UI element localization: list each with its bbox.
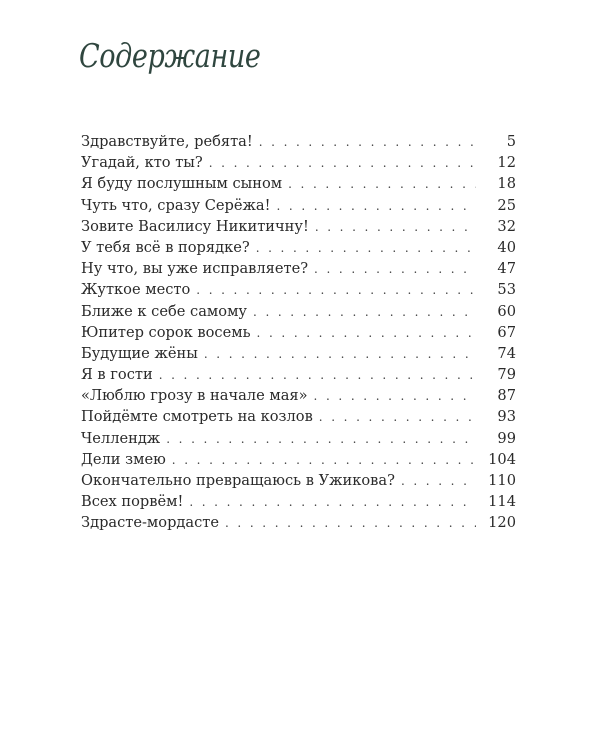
dot-leader (319, 407, 476, 428)
toc-entry[interactable] (81, 512, 516, 533)
toc-entry[interactable] (81, 173, 516, 194)
toc-entry[interactable] (81, 279, 516, 300)
dot-leader (196, 280, 476, 301)
toc-entry-title: Я в гости (81, 366, 153, 384)
toc-entry-page: 110 (488, 472, 516, 489)
toc-entry[interactable] (81, 449, 516, 470)
table-of-contents (81, 131, 516, 534)
dot-leader (288, 174, 476, 195)
dot-leader (257, 323, 476, 344)
dot-leader (189, 492, 476, 513)
toc-entry-title: Жуткое место (81, 281, 191, 299)
toc-entry-page: 53 (497, 281, 516, 299)
dot-leader (253, 302, 476, 323)
toc-entry[interactable] (81, 237, 516, 258)
dot-leader (159, 365, 476, 386)
toc-entry[interactable] (81, 195, 516, 216)
dot-leader (256, 238, 476, 259)
toc-entry-page: 47 (497, 260, 516, 278)
toc-entry[interactable] (81, 406, 516, 427)
toc-entry-title: У тебя всё в порядке? (81, 238, 250, 256)
dot-leader (225, 513, 476, 534)
toc-entry-page: 120 (488, 514, 516, 532)
toc-entry-title: Дели змею (81, 450, 166, 468)
dot-leader (166, 429, 476, 450)
toc-entry-title: Чуть что, сразу Серёжа! (81, 196, 271, 214)
dot-leader (314, 386, 476, 407)
toc-entry-title: Здрасте-мордасте (81, 514, 219, 532)
toc-entry-title: Я буду послушным сыном (81, 175, 283, 193)
toc-entry-title: Всех порвём! (81, 493, 184, 511)
toc-entry-title: Здравствуйте, ребята! (81, 133, 253, 150)
dot-leader (204, 344, 476, 365)
toc-entry-page: 25 (497, 196, 516, 214)
dot-leader (401, 471, 476, 492)
toc-entry-page: 5 (506, 133, 516, 150)
toc-entry[interactable] (81, 216, 516, 237)
dot-leader (209, 153, 476, 174)
toc-entry-title: «Люблю грозу в начале мая» (81, 387, 308, 405)
toc-entry-page: 114 (488, 493, 516, 511)
toc-entry[interactable] (81, 385, 516, 406)
toc-entry-page: 79 (497, 366, 516, 384)
dot-leader (315, 217, 476, 238)
toc-entry-title: Юпитер сорок восемь (81, 323, 251, 341)
toc-entry-title: Зовите Василису Никитичну! (81, 217, 309, 235)
toc-entry-title: Ближе к себе самому (81, 302, 248, 320)
toc-entry[interactable] (81, 152, 516, 173)
toc-entry-page: 60 (497, 302, 516, 320)
toc-entry-page: 93 (497, 408, 516, 426)
toc-entry-page: 18 (497, 175, 516, 193)
toc-entry-title: Челлендж (81, 429, 161, 447)
toc-entry-page: 12 (497, 154, 516, 172)
toc-entry[interactable] (81, 491, 516, 512)
toc-entry-title: Будущие жёны (81, 344, 198, 362)
contents-heading: Содержание (79, 36, 261, 75)
toc-entry-page: 87 (497, 387, 516, 405)
toc-entry[interactable] (81, 322, 516, 343)
dot-leader (314, 259, 476, 280)
toc-entry[interactable] (81, 428, 516, 449)
toc-entry[interactable] (81, 364, 516, 385)
toc-entry-page: 67 (497, 323, 516, 341)
dot-leader (259, 132, 476, 153)
toc-entry[interactable] (81, 258, 516, 279)
toc-entry-title: Ну что, вы уже исправляете? (81, 260, 309, 278)
toc-entry-page: 32 (497, 217, 516, 235)
toc-entry-title: Окончательно превращаюсь в Ужикова? (81, 472, 395, 489)
toc-entry-title: Пойдёмте смотреть на козлов (81, 408, 313, 426)
toc-entry[interactable] (81, 131, 516, 152)
toc-entry-page: 74 (497, 344, 516, 362)
dot-leader (276, 196, 476, 217)
dot-leader (172, 450, 476, 471)
toc-entry-page: 104 (488, 450, 516, 468)
toc-entry[interactable] (81, 301, 516, 322)
toc-entry-page: 99 (497, 429, 516, 447)
toc-entry[interactable] (81, 470, 516, 491)
toc-entry[interactable] (81, 343, 516, 364)
toc-entry-page: 40 (497, 238, 516, 256)
toc-entry-title: Угадай, кто ты? (81, 154, 203, 172)
